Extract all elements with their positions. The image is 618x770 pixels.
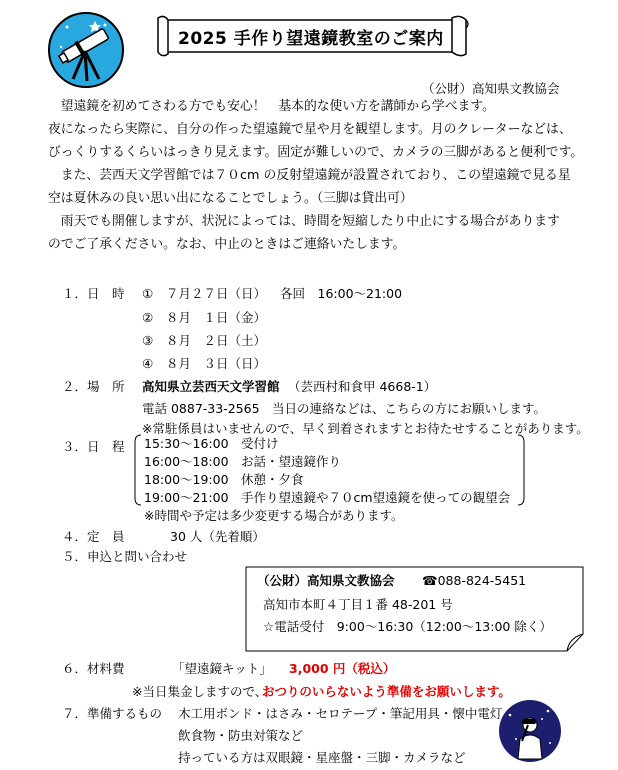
bring-item: 持っている方は双眼鏡・星座盤・三脚・カメラなど <box>178 750 466 765</box>
capacity-label: ４．定 員 <box>62 529 125 544</box>
venue-phone: 電話 0887-33-2565 当日の連絡などは、こちらの方にお願いします。 <box>142 401 547 416</box>
contact-label: ５．申込と問い合わせ <box>62 549 188 564</box>
fee-note-prefix: ※当日集金しますので、 <box>132 684 268 699</box>
venue-name: 高知県立芸西天文学習館 <box>142 379 280 394</box>
stargazer-icon <box>498 699 562 763</box>
contact-phone: ☎088-824-5451 <box>422 573 527 588</box>
contact-hours: ☆電話受付 9:00～16:30（12:00～13:00 除く） <box>263 619 552 634</box>
left-bracket <box>133 434 143 509</box>
organization-name: （公財）高知県文教協会 <box>422 81 560 96</box>
fee-note-emphasis: おつりのいらないよう準備をお願いします。 <box>262 684 511 699</box>
intro-line: 空は夏休みの良い思い出になることでしょう。（三脚は貸出可） <box>48 191 413 206</box>
title-banner <box>156 14 472 58</box>
venue-label: ２．場 所 <box>62 379 125 394</box>
date-number: ① <box>142 286 154 301</box>
page-title: 2025 手作り望遠鏡教室のご案内 <box>178 29 444 49</box>
date-value: ８月 ２日（土） <box>166 333 267 348</box>
program-note: ※時間や予定は多少変更する場合があります。 <box>144 508 404 523</box>
program-item: 16:00～18:00 お話・望遠鏡作り <box>144 454 342 469</box>
intro-line: のでご了承ください。なお、中止のときはご連絡いたします。 <box>48 237 406 252</box>
fee-label: ６．材料費 <box>62 661 125 676</box>
schedule-label: １．日 時 <box>62 286 125 301</box>
intro-line: 雨天でも開催しますが、状況によっては、時間を短縮したり中止にする場合があります <box>48 214 560 229</box>
date-number: ② <box>142 310 154 325</box>
bring-item: 木工用ボンド・はさみ・セロテープ・筆記用具・懐中電灯 <box>178 706 503 721</box>
fee-item: 「望遠鏡キット」 <box>172 661 272 676</box>
date-value: ７月２７日（日） <box>166 286 267 301</box>
program-label: ３．日 程 <box>62 439 125 454</box>
program-item: 18:00～19:00 休憩・夕食 <box>144 472 304 487</box>
program-item: 15:30～16:00 受付け <box>144 436 279 451</box>
intro-line: 夜になったら実際に、自分の作った望遠鏡で星や月を観望します。月のクレーターなどは、 <box>48 122 572 137</box>
date-time: 各回 16:00～21:00 <box>280 286 403 301</box>
date-value: ８月 ３日（日） <box>166 356 267 371</box>
intro-line: 望遠鏡を初めてさわる方でも安心！ 基本的な使い方を講師から学べます。 <box>48 99 495 114</box>
right-bracket <box>516 434 526 509</box>
capacity-value: 30 人（先着順） <box>170 529 265 544</box>
intro-line: びっくりするくらいはっきり見えます。固定が難しいので、カメラの三脚があると便利です。 <box>48 145 584 160</box>
contact-address: 高知市本町４丁目１番 48-201 号 <box>263 597 453 612</box>
date-value: ８月 １日（金） <box>166 310 267 325</box>
venue-note: ※常駐係員はいませんので、早く到着されますとお待たせすることがあります。 <box>142 421 589 436</box>
intro-line: また、芸西天文学習館では７０cm の反射望遠鏡が設置されており、この望遠鏡で見る星 <box>48 168 571 183</box>
date-number: ③ <box>142 333 154 348</box>
fee-price: 3,000 円（税込） <box>289 661 396 676</box>
bring-item: 飲食物・防虫対策など <box>178 728 304 743</box>
contact-org: （公財）高知県文教協会 <box>257 573 395 588</box>
telescope-icon <box>47 11 125 89</box>
program-item: 19:00～21:00 手作り望遠鏡や７０cm望遠鏡を使っての観望会 <box>144 490 511 505</box>
date-number: ④ <box>142 356 154 371</box>
venue-address: （芸西村和食甲 4668-1） <box>288 379 437 394</box>
bring-label: ７．準備するもの <box>62 706 163 721</box>
